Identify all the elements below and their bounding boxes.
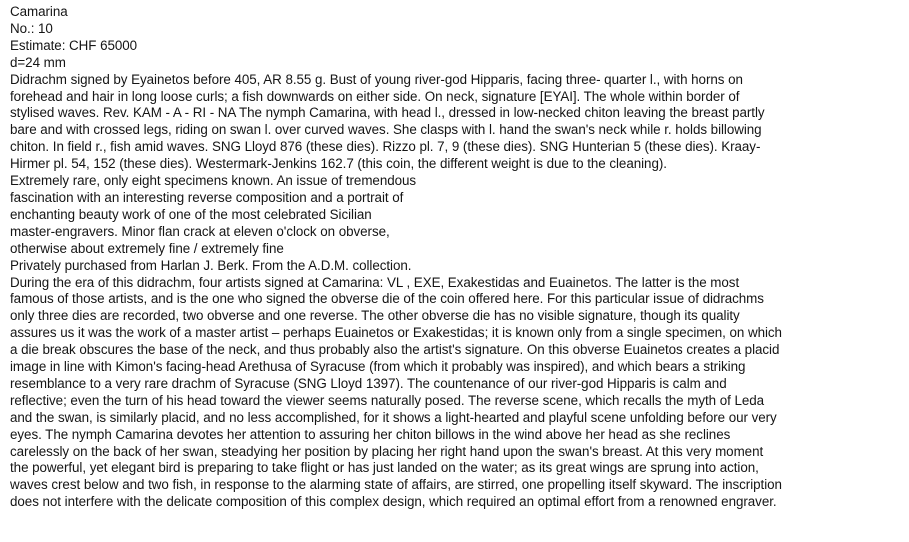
commentary-line: a die break obscures the base of the neck, and thus probably also the artist's signature. On this obverse Euainetos creates a placid [10,342,780,358]
lot-title: Camarina [10,4,68,19]
description-line: bare and with crossed legs, riding on swan l. over curved waves. She clasps with l. hand the swan's neck while r. holds billowing [10,122,762,138]
description-line: stylised waves. Rev. KAM - A - RI - NA The nymph Camarina, with head l., dressed in low-necked chiton leaving the breast partly [10,105,765,121]
commentary-line: resemblance to a very rare drachm of Syracuse (SNG Lloyd 1397). The countenance of our river-god Hipparis is calm and [10,375,727,391]
condition-line: master-engravers. Minor flan crack at eleven o'clock on obverse, [10,223,390,239]
commentary-line: carelessly on the back of her swan, steadying her position by placing her right hand upon the swan's breast. At this very moment [10,443,764,459]
condition-line: enchanting beauty work of one of the most celebrated Sicilian [10,206,372,222]
commentary-line: reflective; even the turn of his head toward the viewer seems naturally posed. The reverse scene, which recalls the myth of Leda [10,392,765,408]
coin-description [10,72,906,173]
description-line: forehead and hair in long loose curls; a fish downwards on either side. On neck, signature [EYAI]. The whole within border of [10,88,740,104]
commentary-line: only three dies are recorded, two obverse and one reverse. The other obverse die has no visible signature, though its quality [10,308,740,324]
commentary [10,275,906,512]
condition-line: otherwise about extremely fine / extremely fine [10,240,284,256]
description-line: Hirmer pl. 54, 152 (these dies). Westermark-Jenkins 162.7 (this coin, the different weight is due to the cleaning). [10,156,667,172]
commentary-line: waves crest below and two fish, in response to the alarming state of affairs, are stirred, one propelling itself skyward. The inscription [10,477,782,493]
lot-number: No.: 10 [10,20,53,36]
description-line: chiton. In field r., fish amid waves. SNG Lloyd 876 (these dies). Rizzo pl. 7, 9 (these dies). SNG Hunterian 5 (these dies). Kraay- [10,139,761,155]
commentary-line: assures us it was the work of a master artist – perhaps Euainetos or Exakestidas; it is known only from a single specimen, on which [10,325,782,341]
condition-note [10,173,480,258]
commentary-line: image in line with Kimon's facing-head Arethusa of Syracuse (from which it probably was inspired), and which bears a striking [10,359,746,375]
lot-estimate: Estimate: CHF 65000 [10,37,138,53]
description-line: Didrachm signed by Eyainetos before 405, AR 8.55 g. Bust of young river-god Hipparis, facing three- quarter l., with horns on [10,71,743,87]
coin-diameter: d=24 mm [10,54,66,70]
commentary-line: famous of those artists, and is the one who signed the obverse die of the coin offered here. For this particular issue of didrachms [10,291,764,307]
commentary-line: eyes. The nymph Camarina devotes her attention to assuring her chiton billows in the wind above her head as she reclines [10,426,731,442]
lot-document [10,4,906,511]
commentary-line: the powerful, yet elegant bird is preparing to take flight or has just landed on the water; as its great wings are sprung into action, [10,460,759,476]
commentary-line: During the era of this didrachm, four artists signed at Camarina: VL , EXE, Exakestidas and Euainetos. The latter is the most [10,274,740,290]
condition-line: fascination with an interesting reverse composition and a portrait of [10,189,404,205]
provenance: Privately purchased from Harlan J. Berk. From the A.D.M. collection. [10,257,412,273]
commentary-line: does not interfere with the delicate composition of this complex design, which required an optimal effort from a renowned engraver. [10,494,777,510]
condition-line: Extremely rare, only eight specimens known. An issue of tremendous [10,173,417,189]
commentary-line: and the swan, is similarly placid, and no less accomplished, for it shows a light-hearted and playful scene unfolding before our very [10,409,777,425]
